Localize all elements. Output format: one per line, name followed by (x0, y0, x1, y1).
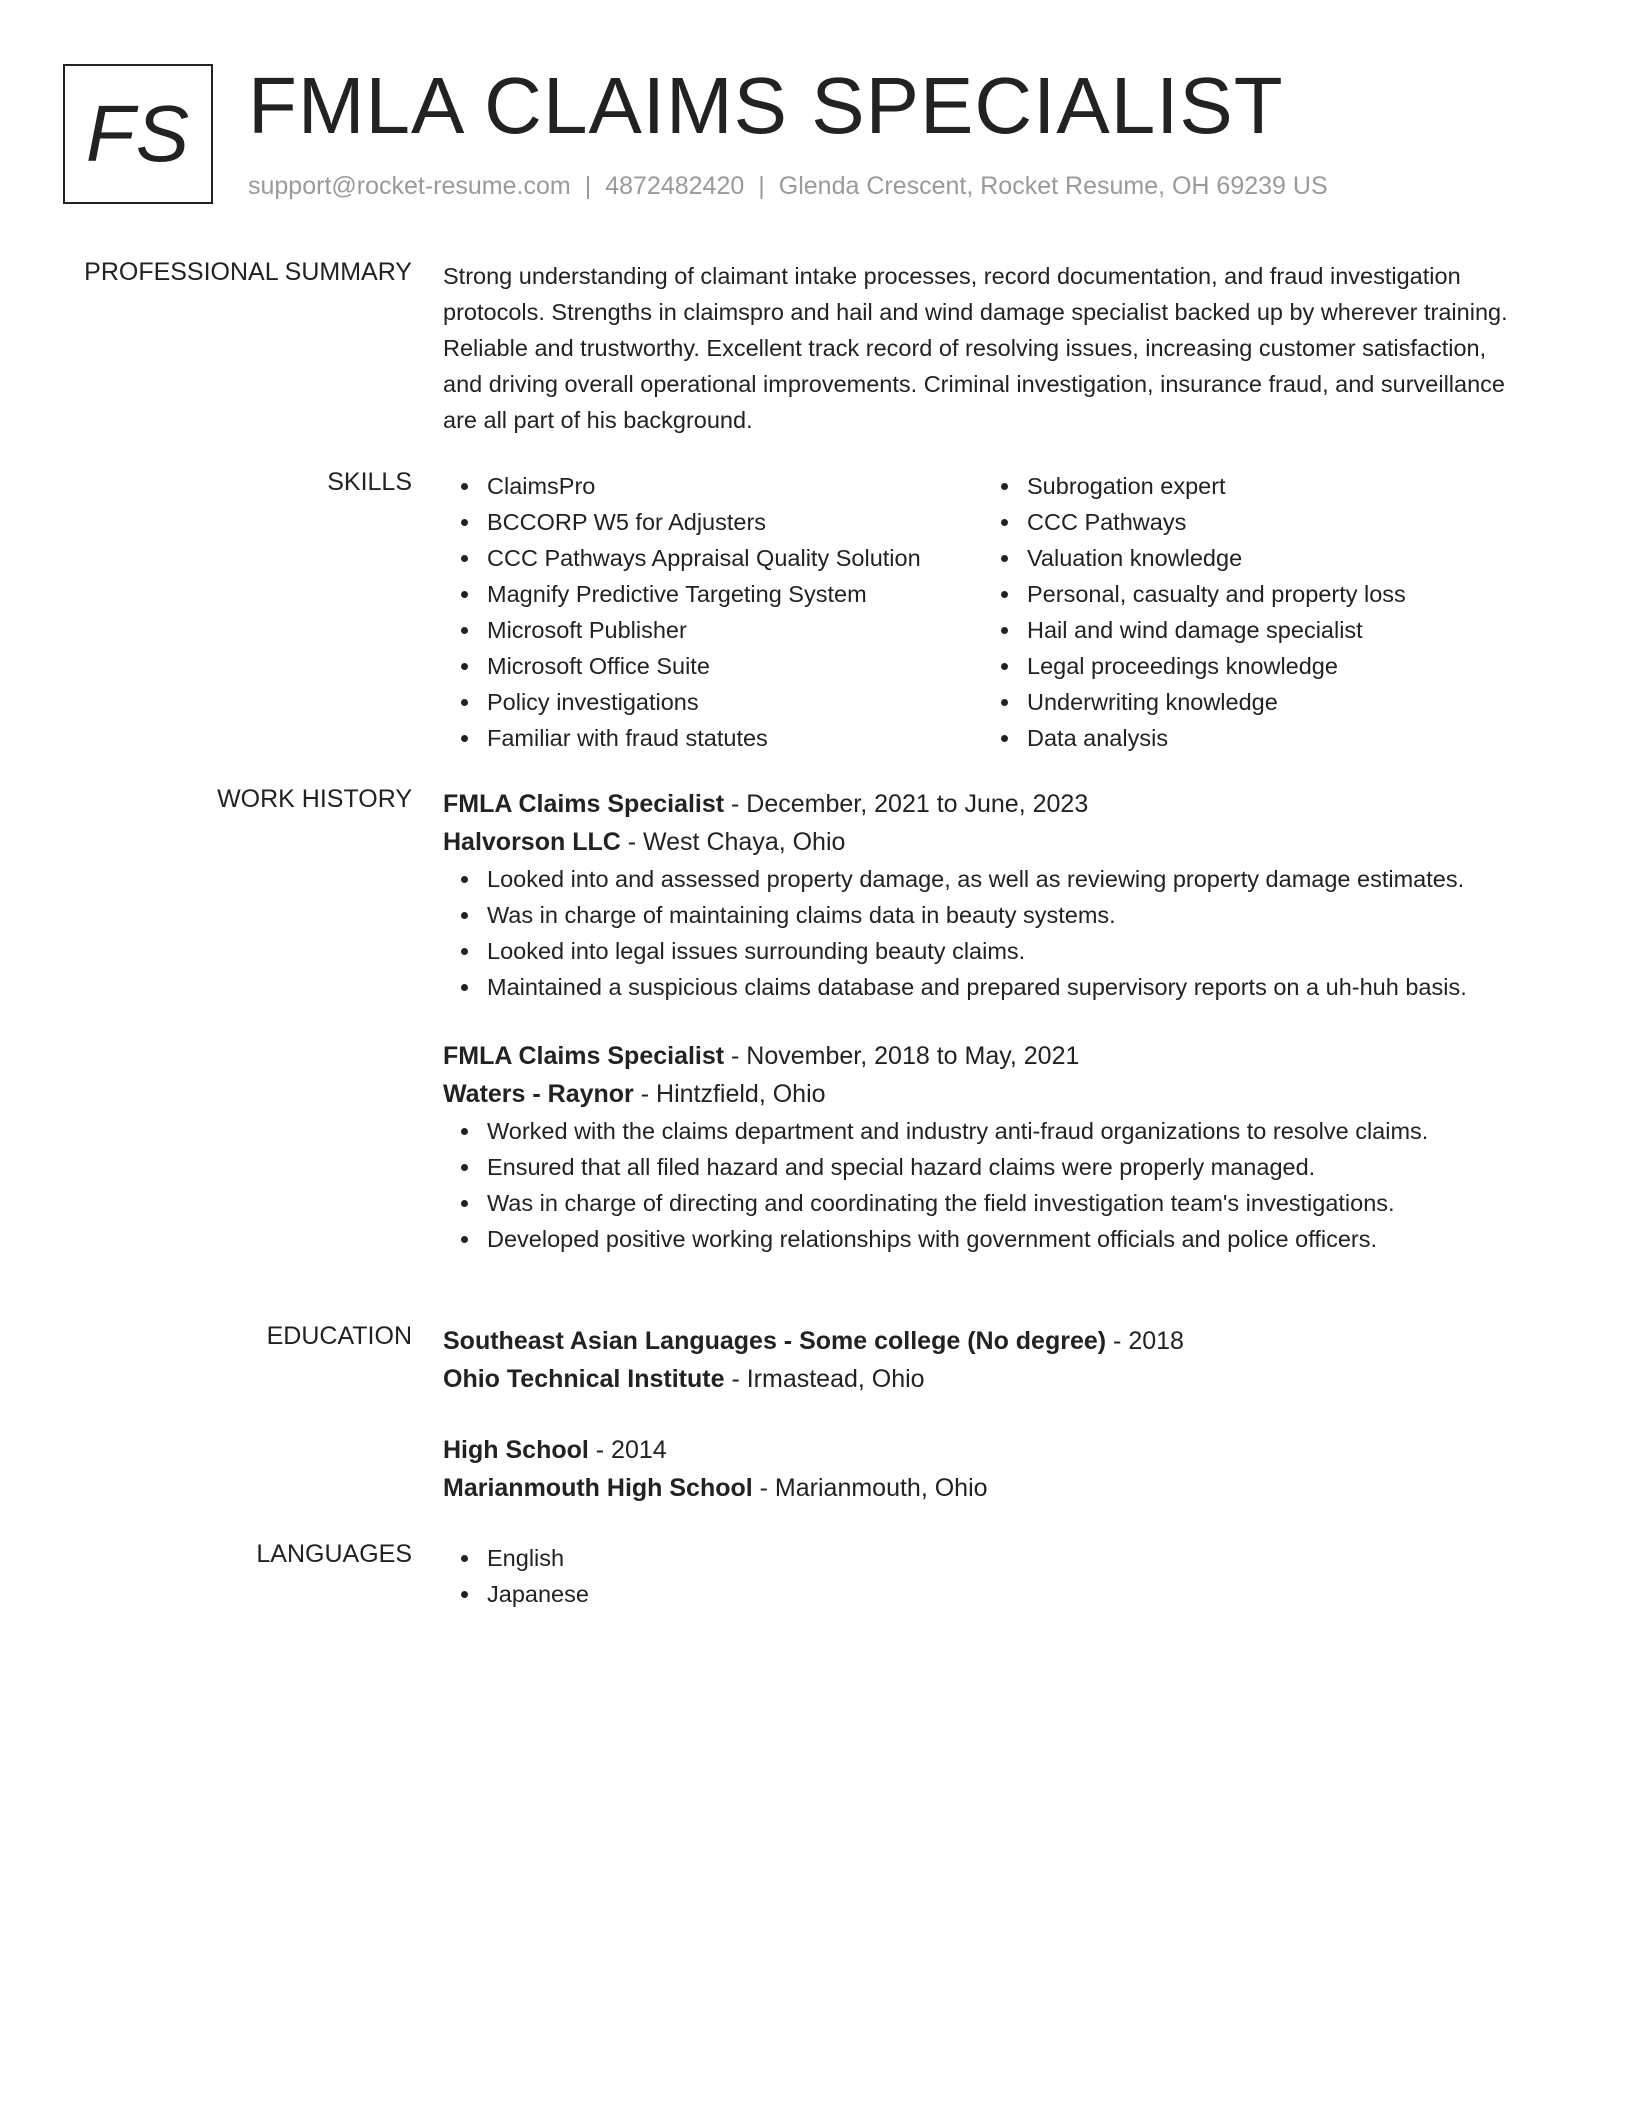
job-entry (443, 785, 1523, 1005)
education-school-line (443, 1360, 1523, 1398)
skill-item: ClaimsPro (487, 468, 983, 504)
job-title: FMLA Claims Specialist (443, 790, 725, 818)
education-entry (443, 1322, 1523, 1398)
skill-item: CCC Pathways Appraisal Quality Solution (487, 540, 983, 576)
job-duty: Looked into legal issues surrounding beauty claims. (487, 933, 1523, 969)
skill-item: Data analysis (1027, 720, 1523, 756)
summary-text: Strong understanding of claimant intake processes, record documentation, and fraud investigation protocols. Strengths in claimspro and hail and wind damage specialist backed up by wherever training. Reliable and trustworthy. Excellent track record of resolving issues, increasing customer satisfaction, and driving overall operational improvements. Criminal investigation, insurance fraud, and surveillance are all part of his background. (443, 263, 1508, 433)
job-duty: Ensured that all filed hazard and special hazard claims were properly managed. (487, 1149, 1523, 1185)
skill-item: Microsoft Publisher (487, 612, 983, 648)
summary-heading: PROFESSIONAL SUMMARY (84, 258, 412, 286)
job-title-line (443, 785, 1523, 823)
education-year: - 2014 (588, 1436, 667, 1464)
education-heading: EDUCATION (266, 1322, 412, 1350)
education-school-line (443, 1469, 1523, 1507)
education-location: - Marianmouth, Ohio (752, 1474, 988, 1502)
job-location: - West Chaya, Ohio (620, 828, 846, 856)
job-dates: - November, 2018 to May, 2021 (724, 1042, 1080, 1070)
skill-item: Valuation knowledge (1027, 540, 1523, 576)
job-duty: Maintained a suspicious claims database and prepared supervisory reports on a uh-huh basis. (487, 969, 1523, 1005)
job-entry (443, 1037, 1523, 1257)
skill-item: Microsoft Office Suite (487, 648, 983, 684)
education-school: Ohio Technical Institute (443, 1365, 725, 1393)
skill-item: Policy investigations (487, 684, 983, 720)
job-dates: - December, 2021 to June, 2023 (724, 790, 1089, 818)
languages-heading: LANGUAGES (256, 1540, 412, 1568)
job-title-line (443, 1037, 1523, 1075)
skills-heading: SKILLS (327, 468, 412, 496)
education-degree-line (443, 1431, 1523, 1469)
skills-list-right (983, 468, 1523, 756)
language-item: English (487, 1540, 1523, 1576)
skill-item: CCC Pathways (1027, 504, 1523, 540)
work-history-heading: WORK HISTORY (217, 785, 412, 813)
job-company-line (443, 823, 1523, 861)
job-duty: Developed positive working relationships with government officials and police officers. (487, 1221, 1523, 1257)
contact-separator: | (584, 172, 592, 200)
contact-email: support@rocket-resume.com (248, 172, 571, 200)
contact-phone: 4872482420 (605, 172, 745, 200)
job-company: Waters - Raynor (443, 1080, 634, 1108)
education-degree: Southeast Asian Languages - Some college (No degree) (443, 1327, 1107, 1355)
contact-line (248, 172, 1328, 201)
job-title: FMLA Claims Specialist (443, 1042, 725, 1070)
skill-item: Magnify Predictive Targeting System (487, 576, 983, 612)
languages-list (443, 1540, 1523, 1612)
job-duties (443, 861, 1523, 1005)
page-title: FMLA CLAIMS SPECIALIST (248, 61, 1284, 150)
language-item: Japanese (487, 1576, 1523, 1612)
job-duty: Looked into and assessed property damage, as well as reviewing property damage estimates. (487, 861, 1523, 897)
resume-header (63, 61, 1572, 208)
skill-item: Legal proceedings knowledge (1027, 648, 1523, 684)
education-year: - 2018 (1106, 1327, 1184, 1355)
skill-item: Hail and wind damage specialist (1027, 612, 1523, 648)
education-school: Marianmouth High School (443, 1474, 753, 1502)
job-duties (443, 1113, 1523, 1257)
job-location: - Hintzfield, Ohio (633, 1080, 826, 1108)
skill-item: Personal, casualty and property loss (1027, 576, 1523, 612)
job-duty: Was in charge of maintaining claims data in beauty systems. (487, 897, 1523, 933)
education-entry (443, 1431, 1523, 1507)
job-company: Halvorson LLC (443, 828, 621, 856)
skill-item: Familiar with fraud statutes (487, 720, 983, 756)
job-company-line (443, 1075, 1523, 1113)
skill-item: BCCORP W5 for Adjusters (487, 504, 983, 540)
contact-address: Glenda Crescent, Rocket Resume, OH 69239 US (778, 172, 1328, 200)
skills-list-left (443, 468, 983, 756)
education-location: - Irmastead, Ohio (724, 1365, 925, 1393)
monogram-logo: FS (63, 64, 213, 204)
education-degree: High School (443, 1436, 589, 1464)
contact-separator: | (758, 172, 765, 200)
skill-item: Underwriting knowledge (1027, 684, 1523, 720)
education-degree-line (443, 1322, 1523, 1360)
job-duty: Worked with the claims department and industry anti-fraud organizations to resolve claims. (487, 1113, 1523, 1149)
skill-item: Subrogation expert (1027, 468, 1523, 504)
job-duty: Was in charge of directing and coordinating the field investigation team's investigations. (487, 1185, 1523, 1221)
